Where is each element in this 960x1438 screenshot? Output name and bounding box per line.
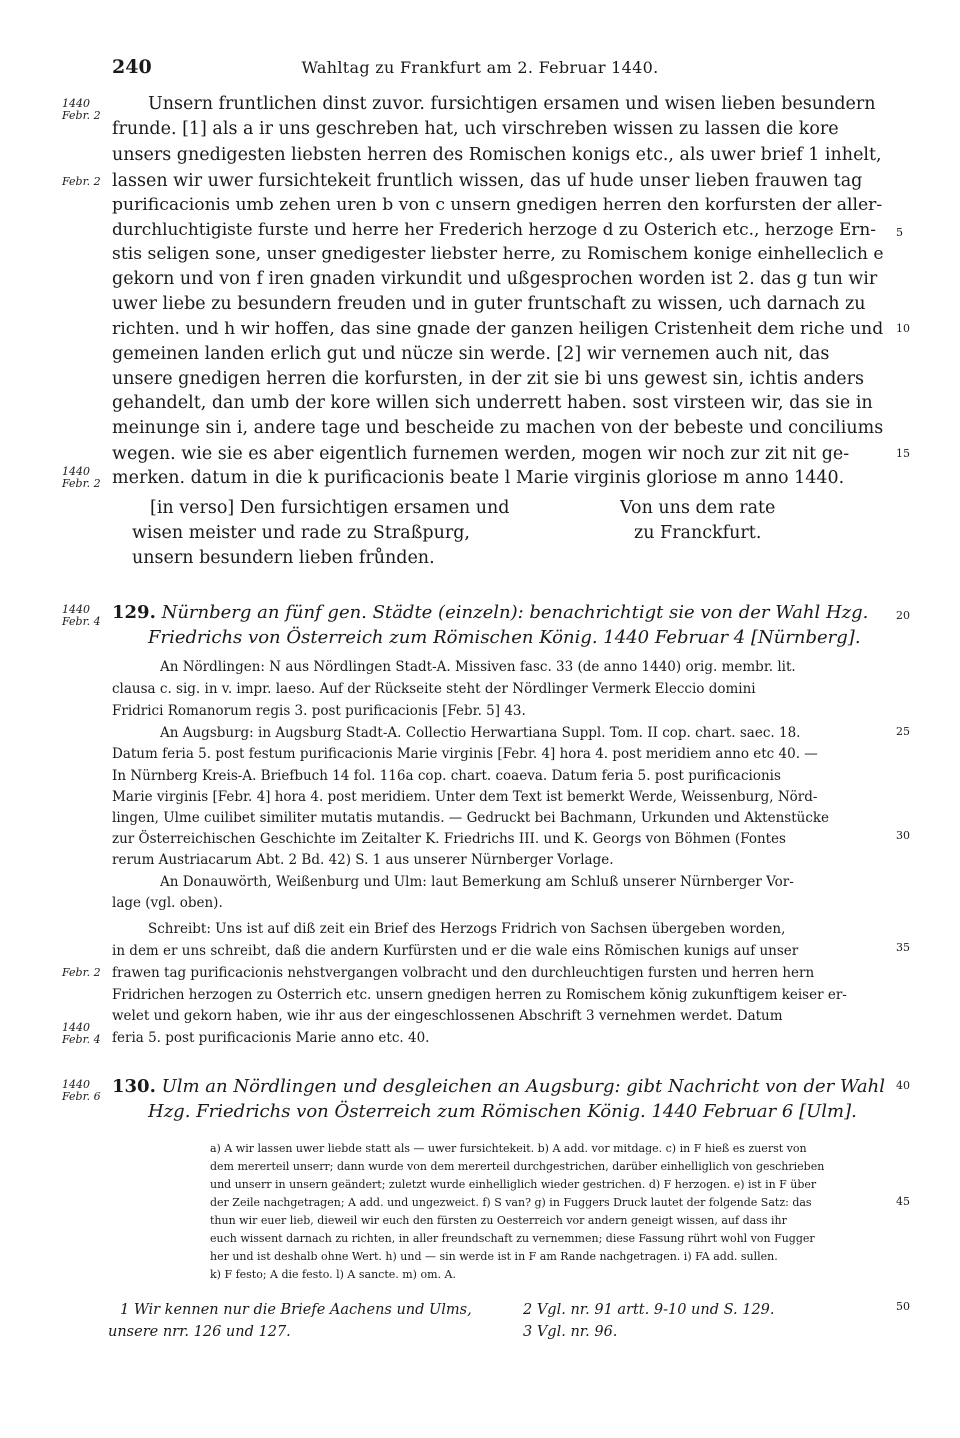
document-title-text: Friedrichs von Österreich zum Römischen König. 1440 Februar 4 [Nürnberg]. [148,627,861,648]
address-left-line: wisen meister und rade zu Straßpurg, [132,523,470,543]
letter-line: purificacionis umb zehen uren b von c unsern gnedigen herren den korfursten der aller- [112,195,883,215]
source-line: lage (vgl. oben). [112,895,223,911]
apparatus-line: dem mererteil unserr; dann wurde von dem mererteil durchgestrichen, darüber einhelliglich von geschrieben [210,1160,825,1173]
source-line: welet und gekorn haben, wie ihr aus der eingeschlossenen Abschrift 3 vernehmen werdet. Datum [112,1008,783,1024]
document-title-line [148,1100,857,1124]
source-line: Fridrici Romanorum regis 3. post purificacionis [Febr. 5] 43. [112,703,526,719]
letter-line: unsers gnedigesten liebsten herren des Romischen konigs etc., als uwer brief 1 inhelt, [112,145,882,165]
line-number: 10 [896,322,910,335]
apparatus-line: k) F festo; A die festo. l) A sancte. m) om. A. [210,1268,456,1281]
line-number: 35 [896,941,910,954]
address-right-line: Von uns dem rate [620,498,776,518]
source-line: in dem er uns schreibt, daß die andern Kurfürsten und er die wale eins Rŏmischen kunigs auf unser [112,943,799,959]
page-number: 240 [112,56,152,78]
source-line: frawen tag purificacionis nehstvergangen volbracht und den durchleuchtigen fursten und herren hern [112,965,815,981]
letter-line: stis seligen sone, unser gnedigester liebster herre, zu Romischem konige einhelleclich e [112,244,884,264]
source-line: An Donauwörth, Weißenburg und Ulm: laut Bemerkung am Schluß unserer Nürnberger Vor- [160,874,794,890]
document-title [112,601,868,625]
line-number: 40 [896,1079,910,1092]
letter-line: meinunge sin i, andere tage und bescheide zu machen von der bebeste und conciliums [112,418,884,438]
margin-date: Febr. 2 [62,175,101,188]
source-line: Fridrichen herzogen zu Osterrich etc. unsern gnedigen herren zu Romischem kŏnig zukunftigem keiser er- [112,987,847,1003]
source-line: Schreibt: Uns ist auf diß zeit ein Brief des Herzogs Fridrich von Sachsen übergeben worden, [148,921,786,937]
footnote-line: 3 Vgl. nr. 96. [523,1324,618,1340]
document-title-line: Ulm an Nördlingen und desgleichen an Augsburg: gibt Nachricht von der Wahl [161,1076,885,1097]
source-line: feria 5. post purificacionis Marie anno etc. 40. [112,1030,430,1046]
margin-date: 1440 Febr. 4 [62,1021,101,1046]
source-line: clausa c. sig. in v. impr. laeso. Auf der Rückseite steht der Nördlinger Vermerk Eleccio domini [112,681,756,697]
source-line: zur Österreichischen Geschichte im Zeitalter K. Friedrichs III. und K. Georgs von Böhmen (Fontes [112,831,786,847]
margin-date: 1440 Febr. 2 [62,465,101,490]
document-title [112,1075,885,1099]
document-title-line: Nürnberg an fünf gen. Städte (einzeln): benachrichtigt sie von der Wahl Hzg. [161,602,869,623]
line-number: 50 [896,1300,910,1313]
apparatus-line: euch wissent darnach zu richten, in aller freundschaft zu vernemmen; diese Fassung rührt wohl von Fugger [210,1232,815,1245]
letter-line: richten. und h wir hoffen, das sine gnade der ganzen heiligen Cristenheit dem riche und [112,319,884,339]
letter-line: Unsern fruntlichen dinst zuvor. fursichtigen ersamen und wisen lieben besundern [148,94,876,114]
letter-line: gemeinen landen erlich gut und nücze sin werde. [2] wir vernemen auch nit, das [112,344,830,364]
line-number: 5 [896,226,903,239]
source-line: Marie virginis [Febr. 4] hora 4. post meridiem. Unter dem Text ist bemerkt Werde, Weissenburg, Nörd- [112,789,818,805]
apparatus-line: thun wir euer lieb, dieweil wir euch den fürsten zu Oesterreich vor andern geneigt wissen, auf dass ihr [210,1214,787,1227]
source-line: Datum feria 5. post festum purificacionis Marie virginis [Febr. 4] hora 4. post meridiem anno etc 40. — [112,746,818,762]
letter-line: durchluchtigiste furste und herre her Frederich herzoge d zu Osterich etc., herzoge Ern- [112,219,876,239]
source-line: rerum Austriacarum Abt. 2 Bd. 42) S. 1 aus unserer Nürnberger Vorlage. [112,852,614,868]
address-left-line: unsern besundern lieben frůnden. [132,548,435,568]
document-title-line [148,626,861,650]
margin-date: 1440 Febr. 4 [62,603,101,628]
footnote-line: unsere nrr. 126 und 127. [108,1324,291,1340]
source-line: lingen, Ulme cuilibet similiter mutatis mutandis. — Gedruckt bei Bachmann, Urkunden und Aktenstücke [112,810,830,826]
line-number: 45 [896,1195,910,1208]
address-left-line: [in verso] Den fursichtigen ersamen und [150,498,510,518]
line-number: 25 [896,725,910,738]
apparatus-line: a) A wir lassen uwer liebde statt als — uwer fursichtekeit. b) A add. vor mitdage. c) in F hieß es zuerst von [210,1142,807,1155]
margin-date: 1440 Febr. 6 [62,1078,101,1103]
letter-line: wegen. wie sie es aber eigentlich furnemen werden, mogen wir noch zur zit nit ge- [112,444,850,464]
line-number: 20 [896,609,910,622]
footnote-line: 1 Wir kennen nur die Briefe Aachens und Ulms, [120,1302,472,1318]
letter-line: merken. datum in die k purificacionis beate l Marie virginis gloriose m anno 1440. [112,468,845,488]
address-right-line: zu Franckfurt. [634,523,762,543]
footnote-line: 2 Vgl. nr. 91 artt. 9-10 und S. 129. [523,1302,775,1318]
source-line: In Nürnberg Kreis-A. Briefbuch 14 fol. 116a cop. chart. coaeva. Datum feria 5. post purificacionis [112,768,781,784]
margin-date: Febr. 2 [62,966,101,979]
source-line: An Augsburg: in Augsburg Stadt-A. Collectio Herwartiana Suppl. Tom. II cop. chart. saec. 18. [160,725,801,741]
letter-line: lassen wir uwer fursichtekeit fruntlich wissen, das uf hude unser lieben frauwen tag [112,171,863,191]
letter-line: frunde. [1] als a ir uns geschreben hat, uch virschreben wissen zu lassen die kore [112,119,839,139]
line-number: 30 [896,829,910,842]
letter-line: uwer liebe zu besundern freuden und in guter fruntschaft zu wissen, uch darnach zu [112,294,866,314]
margin-date: 1440 Febr. 2 [62,97,101,122]
apparatus-line: her und ist deshalb ohne Wert. h) und — sin werde ist in F am Rande nachgetragen. i) FA add. sullen. [210,1250,778,1263]
apparatus-line: und unserr in unsern geändert; zuletzt wurde einhelliglich wieder gestrichen. d) F herzogen. e) ist in F über [210,1178,817,1191]
document-title-text: Hzg. Friedrichs von Österreich zum Römischen König. 1440 Februar 6 [Ulm]. [148,1101,857,1122]
running-head: Wahltag zu Frankfurt am 2. Februar 1440. [301,58,659,77]
document-number: 130. [112,1076,156,1097]
letter-line: unsere gnedigen herren die korfursten, in der zit sie bi uns gewest sin, ichtis anders [112,369,865,389]
document-number: 129. [112,602,156,623]
letter-line: gekorn und von f iren gnaden virkundit und ußgesprochen worden ist 2. das g tun wir [112,269,878,289]
letter-line: gehandelt, dan umb der kore willen sich underrett haben. sost virsteen wir, das sie in [112,393,873,413]
apparatus-line: der Zeile nachgetragen; A add. und ungezweict. f) S van? g) in Fuggers Druck lautet der folgende Satz: das [210,1196,812,1209]
line-number: 15 [896,447,910,460]
source-line: An Nördlingen: N aus Nördlingen Stadt-A. Missiven fasc. 33 (de anno 1440) orig. membr. lit. [160,659,796,675]
